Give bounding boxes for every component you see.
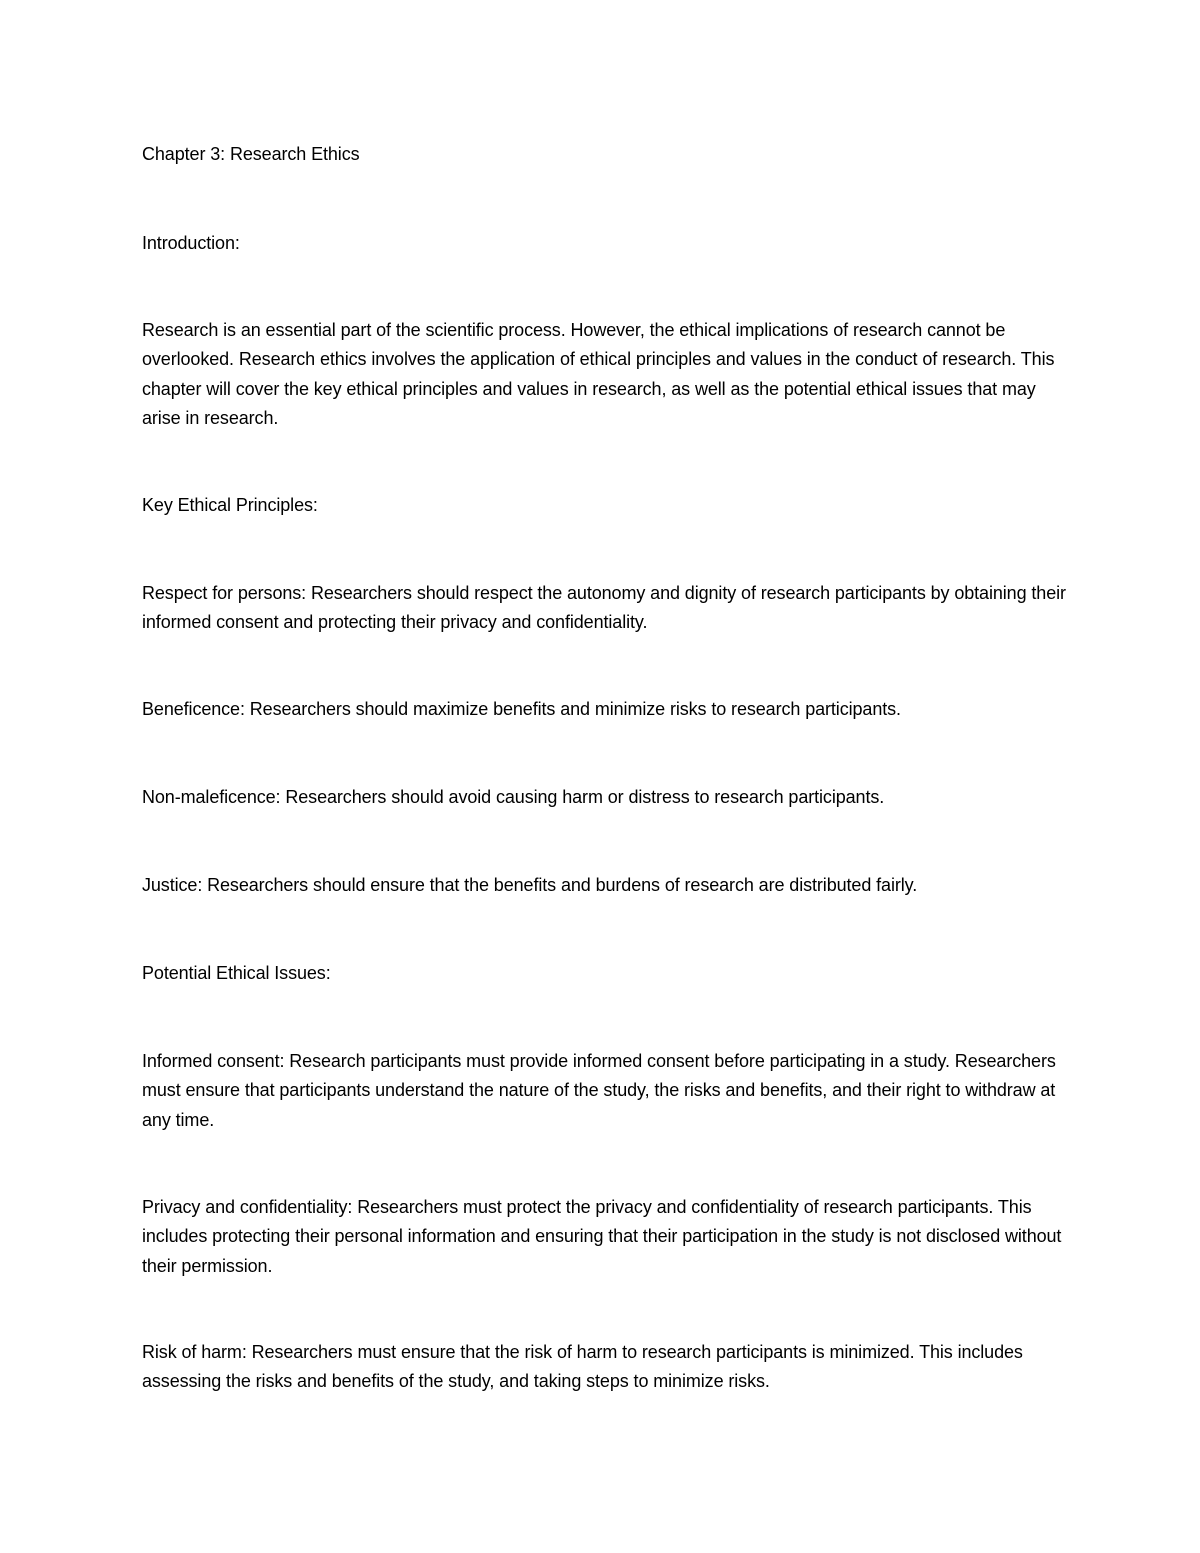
- issue-informed-consent: Informed consent: Research participants must provide informed consent before participating in a study. Researchers must ensure that participants understand the nature of the study, the risks and benefits, and their right to withdraw at any time.: [142, 1051, 1056, 1130]
- introduction-heading: Introduction:: [142, 233, 240, 253]
- potential-issues-heading: Potential Ethical Issues:: [142, 963, 331, 983]
- key-principles-heading: Key Ethical Principles:: [142, 495, 318, 515]
- principle-non-maleficence: Non-maleficence: Researchers should avoid causing harm or distress to research participants.: [142, 787, 885, 807]
- document-title: Chapter 3: Research Ethics: [142, 144, 360, 164]
- principle-justice: Justice: Researchers should ensure that the benefits and burdens of research are distributed fairly.: [142, 875, 918, 895]
- issue-risk-of-harm: Risk of harm: Researchers must ensure that the risk of harm to research participants is minimized. This includes assessing the risks and benefits of the study, and taking steps to minimize risks.: [142, 1342, 1023, 1392]
- issue-privacy-confidentiality: Privacy and confidentiality: Researchers must protect the privacy and confidentiality of research participants. This includes protecting their personal information and ensuring that their participation in the study is not disclosed without their permission.: [142, 1197, 1062, 1276]
- principle-respect-for-persons: Respect for persons: Researchers should respect the autonomy and dignity of research participants by obtaining their informed consent and protecting their privacy and confidentiality.: [142, 583, 1066, 633]
- principle-beneficence: Beneficence: Researchers should maximize benefits and minimize risks to research participants.: [142, 699, 901, 719]
- introduction-paragraph: Research is an essential part of the scientific process. However, the ethical implications of research cannot be overlooked. Research ethics involves the application of ethical principles and values in the conduct of research. This chapter will cover the key ethical principles and values in research, as well as the potential ethical issues that may arise in research.: [142, 320, 1055, 428]
